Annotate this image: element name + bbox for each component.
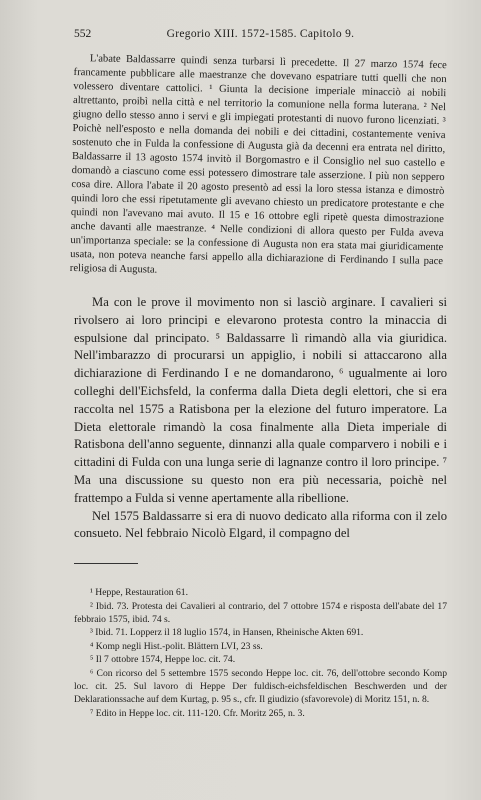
running-title: Gregorio XIII. 1572-1585. Capitolo 9. (166, 28, 355, 40)
footnote: ⁴ Komp negli Hist.-polit. Blättern LVI, 23 ss. (90, 640, 263, 652)
main-text (74, 294, 447, 543)
footnote: ⁵ Il 7 ottobre 1574, Heppe loc. cit. 74. (90, 654, 236, 666)
footnote-divider (74, 563, 138, 564)
footnote: ² Ibid. 73. Protesta dei Cavalieri al contrario, del 7 ottobre 1574 e risposta dell'abate del 17 febbraio 1575, ibid. 74 s. (74, 600, 447, 625)
body-paragraph: Ma con le prove il movimento non si lasciò arginare. I cavalieri si rivolsero ai loro principi e elevarono protesta contro la minaccia di espulsione dal principato. ⁵ Baldassarre lì rimandò alla via giuridica. Nell'imbarazzo di procurarsi un appiglio, i nobili si attaccarono alla dichiarazione di Ferdinando I e ne domandarono, ⁶ ugualmente ai loro colleghi dell'Eichsfeld, la conferma dalla Dieta degli elettori, che si era raccolta nel 1575 a Ratisbona per la elezione del futuro imperatore. La Dieta elettorale rimandò la cosa finalmente alla Dieta imperiale di Ratisbona dell'anno seguente, dinnanzi alla quale comparvero i nobili e i cittadini di Fulda con una lunga serie di lagnanze contro il loro principe. ⁷ Ma una discussione su questo non era più necessaria, poichè nel frattempo a Fulda si venne apertamente alla ribellione. (74, 295, 447, 505)
body-paragraph: Nel 1575 Baldassarre si era di nuovo dedicato alla riforma con il zelo consueto. Nel febbraio Nicolò Elgard, il compagno del (74, 508, 447, 541)
small-print-paragraph: L'abate Baldassarre quindi senza turbarsi lì precedette. Il 27 marzo 1574 fece francamente pubblicare alle maestranze che dovevano espatriare tutti quelli che non volessero diventare cattolici. ¹ Giunta la decisione imperiale minacciò ai nobili altrettanto, proibì nella città e nel territorio la comunione nella forma luterana. ² Nel giugno dello stesso anno i servi e gli impiegati protestanti di nuovo furono licenziati. ³ Poichè nell'esposto e nella domanda dei nobili e dei cittadini, costantemente veniva sostenuto che in Fulda la confessione di Augusta già da decenni era entrata nel diritto, Baldassarre il 13 agosto 1574 invitò il Borgomastro e il Consiglio nel suo castello e domandò a ciascuno come essi potessero dimostrare tale asserzione. I più non seppero cosa dire. Allora l'abate il 20 agosto presentò ad essi la loro stessa istanza e dimostrò quindi loro che essi ripetutamente gli avevano chiesto un predicatore protestante e che quindi non l'avevano mai avuto. Il 15 e 16 ottobre egli ripetè questa dimostrazione anche davanti alle maestranze. ⁴ Nelle condizioni di allora questo per Fulda aveva un'importanza speciale: se la confessione di Augusta non era stata mai giuridicamente usata, non poteva neanche farsi appello alla dichiarazione di Ferdinando I sulla pace religiosa di Augusta. (69, 53, 447, 276)
footnote: ¹ Heppe, Restauration 61. (90, 587, 188, 599)
footnotes (74, 586, 447, 720)
footnote: ³ Ibid. 71. Lopperz il 18 luglio 1574, in Hansen, Rheinische Akten 691. (90, 627, 364, 639)
page-number: 552 (74, 28, 92, 40)
footnote: ⁶ Con ricorso del 5 settembre 1575 secondo Heppe loc. cit. 76, dell'ottobre secondo Komp loc. cit. 25. Sul lavoro di Heppe Der fuldisch-eichsfeldischen Beschwerden und der Deklarationssache auf dem Kurtag, p. 95 s., cfr. Il giudizio (sfavorevole) di Moritz 151, n. 8. (74, 667, 447, 706)
page-header (74, 28, 447, 40)
footnote: ⁷ Edito in Heppe loc. cit. 111-120. Cfr. Moritz 265, n. 3. (90, 707, 305, 719)
